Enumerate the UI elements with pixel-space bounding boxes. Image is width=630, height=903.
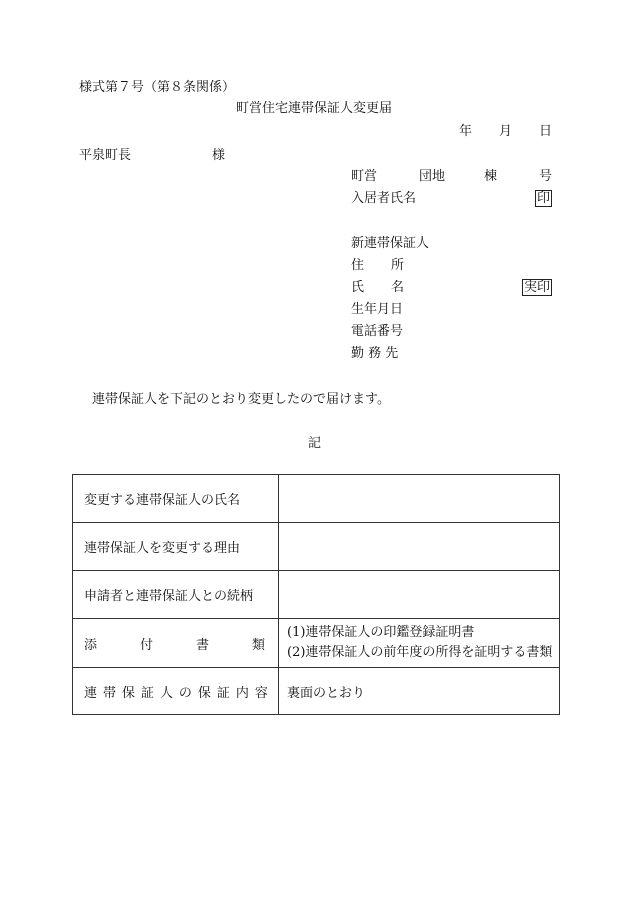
- label-char: 書: [195, 637, 209, 653]
- label-char: 内: [235, 685, 249, 701]
- phone-label: 電話番号: [351, 324, 404, 339]
- label-char: 付: [139, 637, 153, 653]
- label-char: 証: [216, 685, 230, 701]
- label-char: 証: [140, 685, 154, 701]
- guarantor-name-field[interactable]: [279, 475, 560, 523]
- building-label: 棟: [484, 169, 498, 184]
- birthdate-label: 生年月日: [351, 302, 404, 317]
- relationship-field[interactable]: [279, 571, 560, 619]
- guarantee-content-label: [73, 668, 279, 715]
- housing-label: 町営: [351, 169, 378, 184]
- notification-text: 連帯保証人を下記のとおり変更したので届けます。: [92, 392, 390, 407]
- number-label: 号: [539, 169, 553, 184]
- table-row: [73, 619, 560, 668]
- details-table: [72, 474, 560, 715]
- attachment-item: (2)連帯保証人の前年度の所得を証明する書類: [287, 645, 553, 660]
- label-char: 保: [197, 685, 211, 701]
- registered-seal-mark: 実印: [524, 280, 551, 295]
- attachments-list: [279, 619, 560, 668]
- attachments-label: [73, 619, 279, 668]
- guarantee-content-value: 裏面のとおり: [279, 668, 560, 715]
- addressee: 平泉町長: [79, 148, 132, 163]
- table-row: [73, 668, 560, 715]
- table-row: [73, 475, 560, 523]
- date-month-label: 月: [499, 124, 513, 139]
- address-label-part2: 所: [391, 258, 405, 273]
- label-char: 連: [84, 685, 98, 701]
- seal-mark: 印: [537, 191, 551, 206]
- complex-label: 団地: [419, 169, 446, 184]
- date-day-label: 日: [539, 124, 553, 139]
- workplace-label: 勤 務 先: [351, 346, 399, 361]
- label-char: 帯: [102, 685, 116, 701]
- attachment-item: (1)連帯保証人の印鑑登録証明書: [287, 625, 475, 640]
- date-year-label: 年: [459, 124, 473, 139]
- table-row: [73, 523, 560, 571]
- address-label-part1: 住: [351, 258, 365, 273]
- label-char: 人: [159, 685, 173, 701]
- form-title: 町営住宅連帯保証人変更届: [236, 101, 393, 116]
- resident-name-label: 入居者氏名: [351, 191, 417, 206]
- label-char: 類: [251, 637, 265, 653]
- change-reason-field[interactable]: [279, 523, 560, 571]
- change-reason-label: 連帯保証人を変更する理由: [73, 523, 279, 571]
- form-number: 様式第７号（第８条関係）: [79, 80, 236, 95]
- name-label-part1: 氏: [351, 280, 365, 295]
- honorific: 様: [212, 148, 226, 163]
- table-row: [73, 571, 560, 619]
- relationship-label: 申請者と連帯保証人との続柄: [73, 571, 279, 619]
- label-char: 容: [254, 685, 268, 701]
- ki-label: 記: [308, 436, 322, 451]
- new-guarantor-heading: 新連帯保証人: [351, 236, 430, 251]
- name-label-part2: 名: [391, 280, 405, 295]
- label-char: 保: [121, 685, 135, 701]
- label-char: の: [178, 685, 192, 701]
- guarantor-name-label: 変更する連帯保証人の氏名: [73, 475, 279, 523]
- label-char: 添: [84, 637, 98, 653]
